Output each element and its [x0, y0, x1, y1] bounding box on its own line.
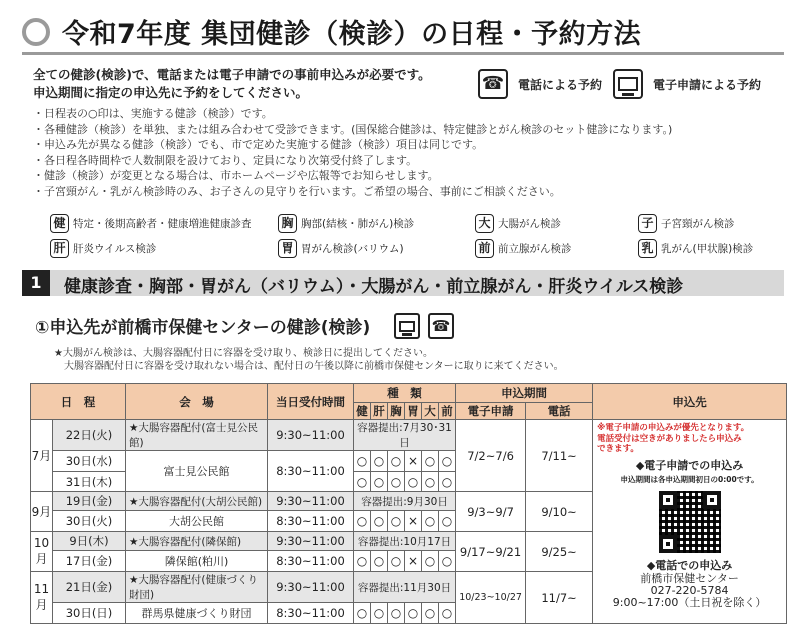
type-header: 大	[422, 403, 439, 420]
header-period: 申込期間	[456, 384, 593, 403]
page-title: 令和7年度 集団健診（検診）の日程・予約方法	[62, 19, 642, 50]
phone-icon: ☎	[478, 69, 508, 99]
type-header: 胸	[388, 403, 405, 420]
header-reception: 当日受付時間	[268, 384, 354, 420]
subsection-title: ①申込先が前橋市保健センターの健診(検診)	[35, 318, 371, 338]
mark-cell: ○	[422, 472, 439, 492]
time-cell: 9:30~11:00	[268, 532, 354, 551]
submit-cell: 容器提出:11月30日	[354, 572, 456, 603]
priority-note: 電話受付は空きがありましたら申込み	[597, 433, 742, 444]
time-cell: 9:30~11:00	[268, 492, 354, 511]
mark-cell: ×	[405, 551, 422, 572]
mark-cell: ○	[354, 511, 371, 532]
mark-cell: ○	[405, 472, 422, 492]
phone-number: 027-220-5784	[650, 583, 729, 597]
mark-cell: ×	[405, 451, 422, 472]
period-electronic: 7/2~7/6	[456, 420, 526, 492]
phone-apply-heading: ◆電話での申込み	[646, 558, 733, 572]
legend-item: 大 大腸がん検診	[475, 214, 561, 233]
month-cell: 9月	[31, 492, 53, 532]
legend-item: 子 子宮頸がん検診	[638, 214, 735, 233]
header-phone: 電話	[526, 403, 593, 420]
venue-cell: 富士見公民館	[126, 451, 268, 492]
mark-cell: ○	[388, 472, 405, 492]
section-header	[22, 270, 784, 296]
header-venue: 会 場	[126, 384, 268, 420]
period-electronic: 10/23~10/27	[456, 572, 526, 624]
legend-item: 健 特定・後期高齢者・健康増進健康診査	[50, 214, 252, 233]
day-cell: 9日(木)	[53, 532, 126, 551]
day-cell: 30日(水)	[53, 451, 126, 472]
priority-note: できます。	[597, 444, 639, 454]
submit-cell: 容器提出:7月30･31日	[354, 420, 456, 451]
mark-cell: ○	[439, 603, 456, 624]
mark-cell: ○	[422, 511, 439, 532]
phone-reservation-label: 電話による予約	[518, 77, 603, 92]
mark-cell: ○	[439, 511, 456, 532]
electronic-reservation-label: 電子申請による予約	[653, 77, 762, 92]
title-area	[22, 8, 782, 52]
period-phone: 9/25~	[526, 532, 593, 572]
header-date: 日 程	[31, 384, 126, 420]
legend-item: 胃 胃がん検診(バリウム)	[278, 239, 404, 258]
venue-cell: 大胡公民館	[126, 511, 268, 532]
legend-item: 乳 乳がん(甲状腺)検診	[638, 239, 753, 258]
apply-info	[593, 420, 787, 624]
electronic-apply-start: 申込期間は各申込期間初日の0:00です。	[620, 474, 759, 484]
mark-cell: ○	[354, 551, 371, 572]
day-cell: 31日(木)	[53, 472, 126, 492]
table-row	[31, 420, 787, 451]
mark-cell: ○	[371, 451, 388, 472]
type-header: 前	[439, 403, 456, 420]
day-cell: 17日(金)	[53, 551, 126, 572]
note-item: ・子宮頸がん・乳がん検診時のみ、お子さんの見守りを行います。ご希望の場合、事前にご相談ください。	[33, 184, 561, 198]
note-item: ・申込み先が異なる健診（検診）でも、市で定めた実施する健診（検診）項目は同じです。	[33, 138, 484, 152]
mark-cell: ○	[405, 603, 422, 624]
phone-icon: ☎	[428, 313, 454, 339]
day-cell: 19日(金)	[53, 492, 126, 511]
day-cell: 30日(火)	[53, 511, 126, 532]
title-divider	[22, 52, 784, 55]
mark-cell: ×	[405, 511, 422, 532]
venue-cell: ★大腸容器配付(隣保館)	[126, 532, 268, 551]
mark-cell: ○	[388, 603, 405, 624]
type-header: 健	[354, 403, 371, 420]
venue-cell: 群馬県健康づくり財団	[126, 603, 268, 624]
computer-icon	[613, 69, 643, 99]
phone-hours: 9:00~17:00（土日祝を除く）	[612, 595, 767, 609]
notice-line-2: 申込期間に指定の申込先に予約をしてください。	[33, 85, 309, 100]
mark-cell: ○	[439, 551, 456, 572]
mark-cell: ○	[388, 511, 405, 532]
venue-cell: ★大腸容器配付(健康づくり財団)	[126, 572, 268, 603]
header-types: 種 類	[354, 384, 456, 403]
venue-cell: 隣保館(粕川)	[126, 551, 268, 572]
schedule-table	[30, 383, 787, 624]
notes-list	[33, 106, 672, 200]
month-cell: 7月	[31, 420, 53, 492]
month-cell: 10月	[31, 532, 53, 572]
electronic-reservation	[613, 69, 761, 99]
colon-cancer-note: ★大腸がん検診は、大腸容器配付日に容器を受け取り、検診日に提出してください。 大腸容器配付日に容器を受け取れない場合は、配付日の午後以降に前橋市保健センターに取りに来てください。	[54, 348, 564, 372]
health-center-name: 前橋市保健センター	[640, 571, 739, 585]
mark-cell: ○	[422, 603, 439, 624]
time-cell: 8:30~11:00	[268, 603, 354, 624]
header-electronic: 電子申請	[456, 403, 526, 420]
submit-cell: 容器提出:10月17日	[354, 532, 456, 551]
notice	[33, 66, 431, 102]
note-item: ・各日程各時間枠で人数制限を設けており、定員になり次第受付終了します。	[33, 153, 418, 167]
time-cell: 9:30~11:00	[268, 420, 354, 451]
type-header: 胃	[405, 403, 422, 420]
legend-item: 胸 胸部(結核・肺がん)検診	[278, 214, 414, 233]
qr-code[interactable]	[659, 491, 721, 553]
time-cell: 8:30~11:00	[268, 511, 354, 532]
mark-cell: ○	[371, 472, 388, 492]
legend-item: 肝 肝炎ウイルス検診	[50, 239, 156, 258]
mark-cell: ○	[439, 451, 456, 472]
day-cell: 22日(火)	[53, 420, 126, 451]
notice-line-1: 全ての健診(検診)で、電話または電子申請での事前申込みが必要です。	[33, 67, 431, 82]
mark-cell: ○	[422, 451, 439, 472]
submit-cell: 容器提出:9月30日	[354, 492, 456, 511]
type-header: 肝	[371, 403, 388, 420]
computer-icon	[394, 313, 420, 339]
section-number: 1	[22, 270, 50, 296]
venue-cell: ★大腸容器配付(大胡公民館)	[126, 492, 268, 511]
mark-cell: ○	[388, 551, 405, 572]
phone-reservation	[478, 69, 602, 99]
period-electronic: 9/17~9/21	[456, 532, 526, 572]
mark-cell: ○	[371, 511, 388, 532]
venue-cell: ★大腸容器配付(富士見公民館)	[126, 420, 268, 451]
mark-cell: ○	[354, 603, 371, 624]
mark-cell: ○	[439, 472, 456, 492]
period-electronic: 9/3~9/7	[456, 492, 526, 532]
time-cell: 8:30~11:00	[268, 451, 354, 492]
mark-cell: ○	[354, 472, 371, 492]
mark-cell: ○	[371, 603, 388, 624]
header-applyto: 申込先	[593, 384, 787, 420]
mark-cell: ○	[371, 551, 388, 572]
note-item: ・日程表の○印は、実施する健診（検診）です。	[33, 107, 273, 120]
day-cell: 30日(日)	[53, 603, 126, 624]
electronic-apply-heading: ◆電子申請での申込み	[635, 458, 744, 472]
mark-cell: ○	[422, 551, 439, 572]
period-phone: 7/11~	[526, 420, 593, 492]
period-phone: 11/7~	[526, 572, 593, 624]
period-phone: 9/10~	[526, 492, 593, 532]
day-cell: 21日(金)	[53, 572, 126, 603]
legend-item: 前 前立腺がん検診	[475, 239, 572, 258]
mark-cell: ○	[388, 451, 405, 472]
mark-cell: ○	[354, 451, 371, 472]
section-title: 健康診査・胸部・胃がん（バリウム）・大腸がん・前立腺がん・肝炎ウイルス検診	[64, 277, 684, 297]
circle-icon	[22, 18, 50, 46]
note-item: ・各種健診（検診）を単独、または組み合わせて受診できます。(国保総合健診は、特定健診とがん検診のセット健診になります。)	[33, 122, 673, 136]
time-cell: 9:30~11:00	[268, 572, 354, 603]
time-cell: 8:30~11:00	[268, 551, 354, 572]
priority-note: ※電子申請の申込みが優先となります。	[597, 423, 750, 433]
month-cell: 11月	[31, 572, 53, 624]
note-item: ・健診（検診）が変更となる場合は、市ホームページや広報等でお知らせします。	[33, 169, 439, 183]
